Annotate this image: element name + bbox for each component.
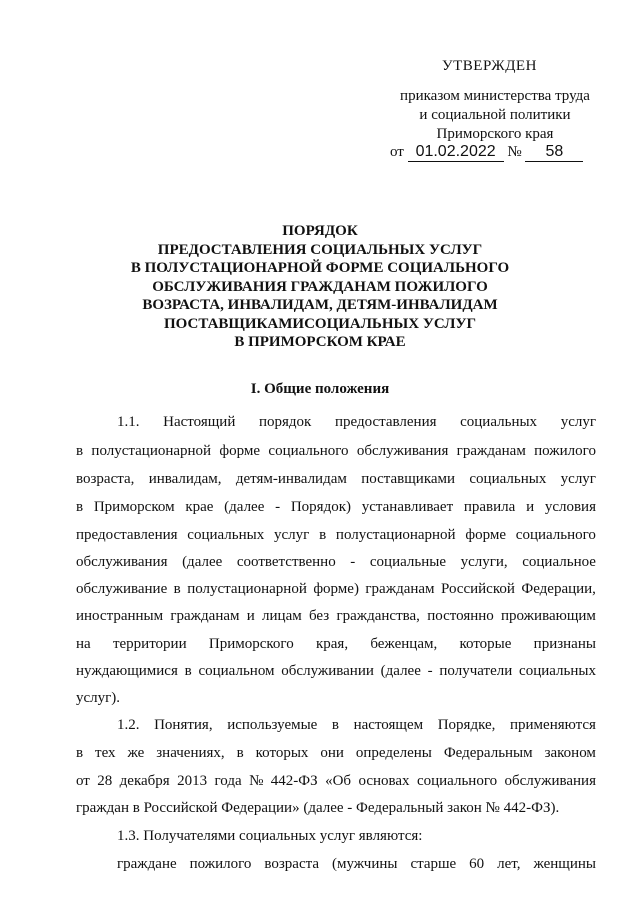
paragraph-line bbox=[76, 527, 596, 547]
word: (далее bbox=[380, 663, 421, 679]
word: - bbox=[427, 663, 433, 679]
word: Настоящий bbox=[163, 414, 236, 430]
word: пожилого bbox=[189, 856, 252, 872]
word: тех bbox=[95, 745, 116, 761]
word: в bbox=[76, 443, 84, 459]
word: без bbox=[308, 608, 330, 624]
word: в bbox=[319, 527, 327, 543]
word: обслуживание bbox=[76, 581, 168, 597]
word: пожилого bbox=[534, 443, 596, 459]
word: порядок bbox=[258, 414, 312, 430]
paragraph-line: услуг). bbox=[76, 690, 121, 706]
word: Порядке, bbox=[437, 717, 496, 733]
word: предоставления bbox=[334, 414, 437, 430]
word: возраста, bbox=[76, 471, 135, 487]
word: и bbox=[526, 499, 535, 515]
word: которых bbox=[255, 745, 309, 761]
word: детям-инвалидам bbox=[235, 471, 347, 487]
paragraph-line bbox=[76, 608, 596, 628]
section-heading: I. Общие положения bbox=[250, 381, 390, 397]
word: - bbox=[350, 554, 356, 570]
word: законом bbox=[544, 745, 596, 761]
word: постоянно bbox=[427, 608, 494, 624]
paragraph-line: 1.3. Получателями социальных услуг являются: bbox=[117, 828, 423, 844]
paragraph-line bbox=[76, 471, 596, 491]
paragraph-line bbox=[76, 581, 596, 601]
word: беженцам, bbox=[370, 636, 438, 652]
word: крае bbox=[185, 499, 214, 515]
word: в bbox=[173, 581, 181, 597]
word: обслуживания bbox=[356, 443, 449, 459]
paragraph-line bbox=[117, 414, 596, 434]
word: которые bbox=[459, 636, 512, 652]
word: услуг bbox=[274, 527, 310, 543]
word: социального bbox=[268, 443, 349, 459]
word: обслуживании bbox=[281, 663, 374, 679]
word: 60 bbox=[469, 856, 485, 872]
word: условия bbox=[544, 499, 596, 515]
paragraph-line: граждан в Российской Федерации» (далее - Федеральный закон № 442-ФЗ). bbox=[76, 800, 560, 816]
approval-number: 58 bbox=[545, 143, 564, 160]
approval-line: и социальной политики bbox=[419, 107, 571, 123]
word: (далее bbox=[182, 554, 223, 570]
word: социальных bbox=[519, 663, 596, 679]
title-line: ОБСЛУЖИВАНИЯ ГРАЖДАНАМ ПОЖИЛОГО bbox=[152, 278, 488, 295]
word: поставщиками bbox=[361, 471, 456, 487]
paragraph-line bbox=[76, 443, 596, 463]
word: полустационарной bbox=[335, 527, 456, 543]
word: социальных bbox=[187, 527, 265, 543]
approval-heading: УТВЕРЖДЕН bbox=[442, 58, 537, 74]
paragraph-line bbox=[76, 499, 596, 519]
word: социальное bbox=[522, 554, 596, 570]
paragraph-line bbox=[117, 717, 596, 737]
word: женщины bbox=[533, 856, 596, 872]
word: гражданства, bbox=[336, 608, 420, 624]
word: получатели bbox=[439, 663, 513, 679]
word: правила bbox=[463, 499, 516, 515]
word: Федеральным bbox=[443, 745, 533, 761]
word: форме) bbox=[313, 581, 359, 597]
word: гражданам bbox=[365, 581, 435, 597]
approval-date: 01.02.2022 bbox=[415, 143, 496, 160]
title-line: В ПРИМОРСКОМ КРАЕ bbox=[234, 334, 406, 350]
title-line: В ПОЛУСТАЦИОНАРНОЙ ФОРМЕ СОЦИАЛЬНОГО bbox=[130, 260, 510, 276]
word: (далее bbox=[224, 499, 265, 515]
paragraph-line bbox=[117, 856, 596, 876]
word: нуждающимися bbox=[76, 663, 178, 679]
word: Приморском bbox=[93, 499, 175, 515]
word: в bbox=[76, 745, 84, 761]
word: края, bbox=[315, 636, 349, 652]
word: инвалидам, bbox=[148, 471, 222, 487]
word: 1.1. bbox=[117, 414, 140, 430]
word: гражданам bbox=[170, 608, 240, 624]
word: № bbox=[249, 773, 264, 789]
word: Федерации, bbox=[521, 581, 596, 597]
word: социальных bbox=[469, 471, 547, 487]
word: 28 bbox=[97, 773, 113, 789]
word: декабря bbox=[119, 773, 170, 789]
word: услуги, bbox=[460, 554, 508, 570]
word: Приморского bbox=[208, 636, 294, 652]
word: Российской bbox=[440, 581, 515, 597]
word: Понятия, bbox=[154, 717, 213, 733]
word: социального bbox=[416, 773, 498, 789]
word: обслуживания bbox=[504, 773, 596, 789]
word: применяются bbox=[510, 717, 596, 733]
approval-date-line bbox=[390, 143, 583, 162]
word: 2013 bbox=[177, 773, 208, 789]
word: в bbox=[331, 717, 340, 733]
word: они bbox=[320, 745, 344, 761]
word: социальном bbox=[198, 663, 275, 679]
title-line: ВОЗРАСТА, ИНВАЛИДАМ, ДЕТЯМ-ИНВАЛИДАМ bbox=[142, 297, 498, 313]
paragraph-line bbox=[76, 554, 596, 574]
word: определены bbox=[355, 745, 432, 761]
word: (мужчины bbox=[332, 856, 398, 872]
word: в bbox=[236, 745, 244, 761]
paragraph-line bbox=[76, 636, 596, 656]
word: значениях, bbox=[156, 745, 225, 761]
word: форме bbox=[465, 527, 507, 543]
word: же bbox=[127, 745, 145, 761]
word: 1.2. bbox=[117, 717, 140, 733]
approval-line: приказом министерства труда bbox=[400, 88, 590, 104]
word: проживающим bbox=[501, 608, 596, 624]
word: обслуживания bbox=[76, 554, 168, 570]
word: соответственно bbox=[236, 554, 336, 570]
paragraph-line bbox=[76, 773, 596, 793]
paragraph-line bbox=[76, 663, 596, 683]
word: возраста bbox=[264, 856, 320, 872]
title-line: ПОРЯДОК bbox=[282, 223, 358, 239]
paragraph-line bbox=[76, 745, 596, 765]
word: в bbox=[76, 499, 84, 515]
number-label: № bbox=[507, 144, 522, 160]
word: социальных bbox=[460, 414, 538, 430]
word: основах bbox=[358, 773, 410, 789]
title-line: ПОСТАВЩИКАМИСОЦИАЛЬНЫХ УСЛУГ bbox=[163, 315, 477, 332]
word: устанавливает bbox=[361, 499, 454, 515]
word: и bbox=[246, 608, 255, 624]
word: Порядок) bbox=[290, 499, 351, 515]
word: «Об bbox=[325, 773, 352, 789]
word: услуг bbox=[560, 471, 596, 487]
word: лет, bbox=[497, 856, 521, 872]
word: используемые bbox=[227, 717, 318, 733]
word: предоставления bbox=[76, 527, 178, 543]
word: признаны bbox=[533, 636, 596, 652]
word: территории bbox=[112, 636, 187, 652]
word: социальные bbox=[369, 554, 446, 570]
word: социального bbox=[515, 527, 596, 543]
from-label: от bbox=[390, 144, 404, 160]
approval-line: Приморского края bbox=[436, 126, 554, 142]
word: услуг bbox=[560, 414, 596, 430]
word: граждане bbox=[117, 856, 177, 872]
word: в bbox=[184, 663, 192, 679]
word: 442-ФЗ bbox=[270, 773, 318, 789]
word: - bbox=[275, 499, 281, 515]
word: года bbox=[214, 773, 242, 789]
word: на bbox=[76, 636, 91, 652]
word: гражданам bbox=[456, 443, 526, 459]
word: от bbox=[76, 773, 90, 789]
word: лицам bbox=[262, 608, 302, 624]
word: старше bbox=[410, 856, 457, 872]
word: полустационарной bbox=[91, 443, 212, 459]
word: иностранным bbox=[76, 608, 164, 624]
word: форме bbox=[219, 443, 261, 459]
word: полустационарной bbox=[187, 581, 307, 597]
word: настоящем bbox=[353, 717, 424, 733]
document-title bbox=[0, 222, 640, 352]
title-line: ПРЕДОСТАВЛЕНИЯ СОЦИАЛЬНЫХ УСЛУГ bbox=[157, 241, 483, 258]
